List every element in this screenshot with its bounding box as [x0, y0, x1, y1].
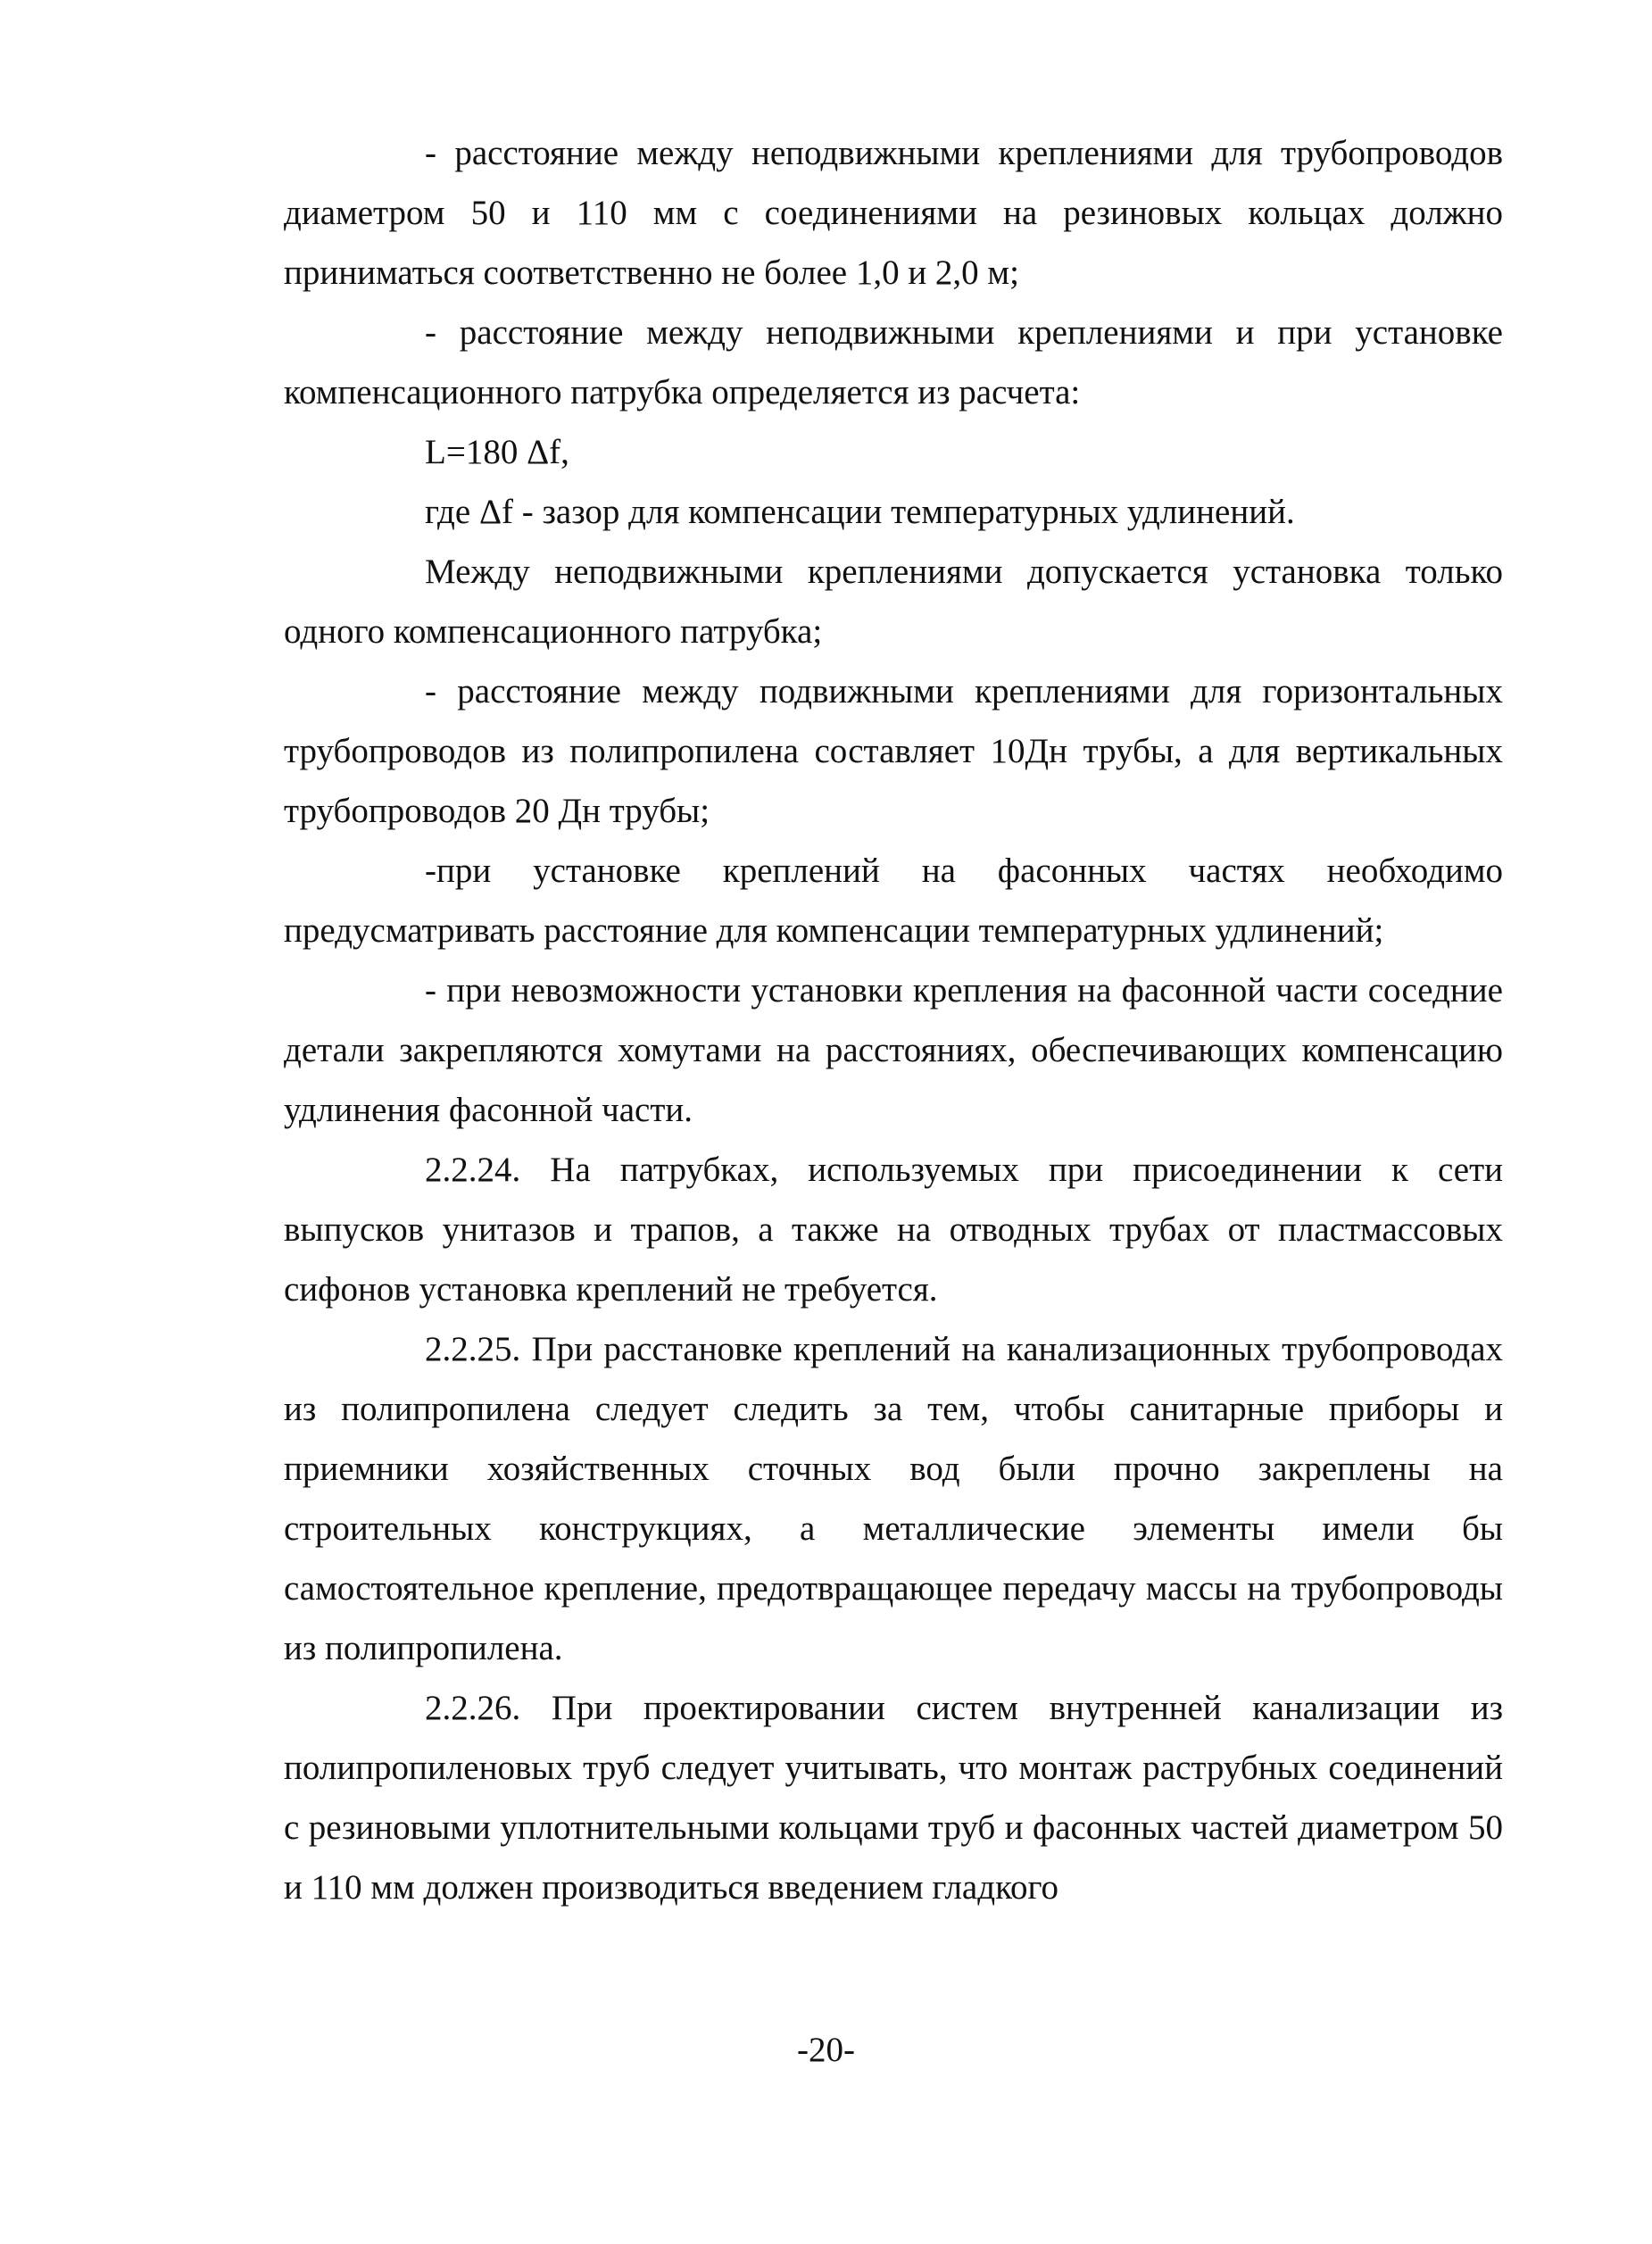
- paragraph-fixed-supports-distance: - расстояние между неподвижными креплениями для трубопроводов диаметром 50 и 110 мм с соединениями на резиновых кольцах должно приниматься соответственно не более 1,0 и 2,0 м;: [284, 134, 1503, 292]
- section-2-2-26: 2.2.26. При проектировании систем внутренней канализации из полипропиленовых труб следует учитывать, что монтаж раструбных соединений с резиновыми уплотнительными кольцами труб и фасонных частей диаметром 50 и 110 мм должен производиться введением гладкого: [284, 1689, 1503, 1907]
- section-2-2-25: 2.2.25. При расстановке креплений на канализационных трубопроводах из полипропилена следует следить за тем, чтобы санитарные приборы и приемники хозяйственных сточных вод были прочно закреплены на строительных конструкциях, а металлические элементы имели бы самостоятельное крепление, предотвращающее передачу массы на трубопроводы из полипропилена.: [284, 1330, 1503, 1667]
- section-2-2-24: 2.2.24. На патрубках, используемых при присоединении к сети выпусков унитазов и трапов, а также на отводных трубах от пластмассовых сифонов установка креплений не требуется.: [284, 1151, 1503, 1309]
- page-number: -20-: [797, 2031, 855, 2069]
- formula: L=180 Δf,: [425, 433, 569, 471]
- formula-explanation: где Δf - зазор для компенсации температурных удлинений.: [425, 493, 1295, 531]
- paragraph-clamps: - при невозможности установки крепления на фасонной части соседние детали закрепляются хомутами на расстояниях, обеспечивающих компенсацию удлинения фасонной части.: [284, 971, 1503, 1129]
- text-body: [284, 123, 1503, 1917]
- paragraph-fittings-supports: -при установке креплений на фасонных частях необходимо предусматривать расстояние для компенсации температурных удлинений;: [284, 852, 1503, 950]
- paragraph-single-compensation: Между неподвижными креплениями допускается установка только одного компенсационного патрубка;: [284, 553, 1503, 651]
- paragraph-movable-supports: - расстояние между подвижными креплениями для горизонтальных трубопроводов из полипропилена составляет 10Дн трубы, а для вертикальных трубопроводов 20 Дн трубы;: [284, 672, 1503, 830]
- paragraph-compensation-pipe: - расстояние между неподвижными креплениями и при установке компенсационного патрубка определяется из расчета:: [284, 313, 1503, 411]
